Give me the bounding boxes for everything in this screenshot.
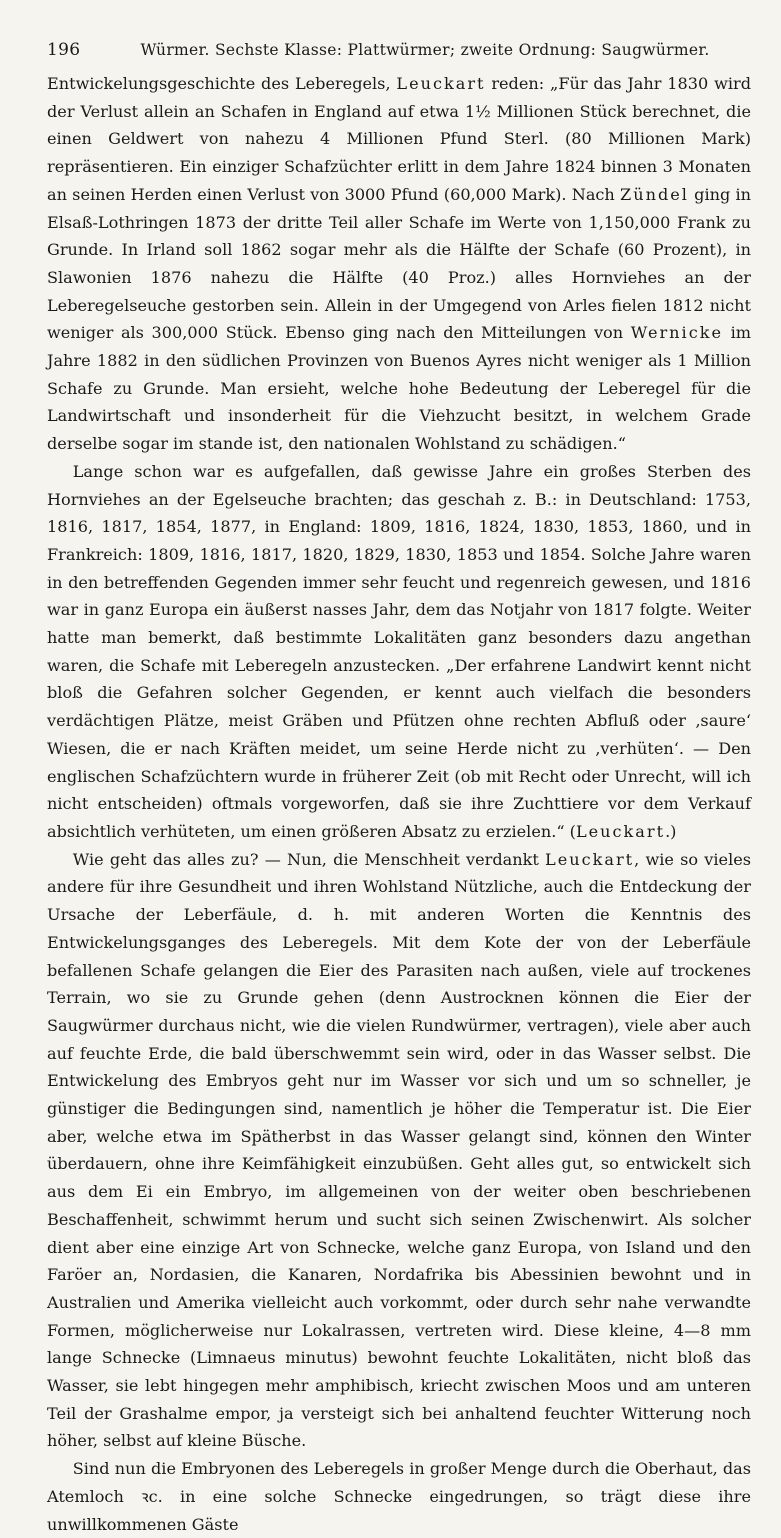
paragraph bbox=[47, 458, 751, 846]
paragraph bbox=[47, 1455, 751, 1538]
page-number: 196 bbox=[47, 40, 81, 60]
text-segment: Lange schon war es aufgefallen, daß gewisse Jahre ein großes Sterben des Hornviehes an der Egelseuche brachten; das geschah z. B.: in Deutschland: 1753, 1816, 1817, 1854, 1877, in England: 1809, 1816, 1824, 1830, 1853, 1860, und in Frankreich: 1809, 1816, 1817, 1820, 1829, 1830, 1853 und 1854. Solche Jahre waren in den betreffenden Gegenden immer sehr feucht und regenreich gewesen, und 1816 war in ganz Europa ein äußerst nasses Jahr, dem das Notjahr von 1817 folgte. Weiter hatte man bemerkt, daß bestimmte Lokalitäten ganz besonders dazu angethan waren, die Schafe mit Leberegeln anzustecken. „Der erfahrene Landwirt kennt nicht bloß die Gefahren solcher Gegenden, er kennt auch vielfach die besonders verdächtigen Plätze, meist Gräben und Pfützen ohne rechten Abfluß oder ‚saure‘ Wiesen, die er nach Kräften meidet, um seine Herde nicht zu ‚verhüten‘. — Den englischen Schafzüchtern wurde in früherer Zeit (ob mit Recht oder Unrecht, will ich nicht entscheiden) oftmals vorgeworfen, daß sie ihre Zuchttiere vor dem Verkauf absichtlich verhüteten, um einen größeren Absatz zu erzielen.“ ( bbox=[47, 461, 751, 841]
text-segment: .) bbox=[665, 821, 677, 841]
paragraph bbox=[47, 846, 751, 1455]
text-segment: im Jahre 1882 in den südlichen Provinzen von Buenos Ayres nicht weniger als 1 Million Schafe zu Grunde. Man ersieht, welche hohe Bedeutung der Leberegel für die Landwirtschaft und insonderheit für die Viehzucht besitzt, in welchem Grade derselbe sogar im stande ist, den nationalen Wohlstand zu schädigen.“ bbox=[47, 323, 752, 454]
spaced-name: Leuckart bbox=[545, 849, 635, 869]
spaced-name: Leuckart bbox=[396, 74, 486, 93]
text-segment: reden: „Für das Jahr 1830 wird der Verlust allein an Schafen in England auf etwa 1½ Millionen Stück berechnet, die einen Geldwert von nahezu 4 Millionen Pfund Sterl. (80 Millionen Mark) repräsentieren. Ein einziger Schafzüchter erlitt in dem Jahre 1824 binnen 3 Monaten an seinen Herden einen Verlust von 3000 Pfund (60,000 Mark). Nach bbox=[47, 74, 751, 204]
text-segment: Sind nun die Embryonen des Leberegels in großer Menge durch die Oberhaut, das Atemloch ꝛc. in eine solche Schnecke eingedrungen, so trägt diese ihre unwillkommenen Gäste bbox=[47, 1459, 751, 1534]
spaced-name: Wernicke bbox=[630, 323, 723, 343]
text-segment: , wie so vieles andere für ihre Gesundheit und ihren Wohlstand Nützliche, auch die Entdeckung der Ursache der Leberfäule, d. h. mit anderen Worten die Kenntnis des Entwickelungsganges des Leberegels. Mit dem Kote der von der Leberfäule befallenen Schafe gelangen die Eier des Parasiten nach außen, viele auf trockenes Terrain, wo sie zu Grunde gehen (denn Austrocknen können die Eier der Saugwürmer durchaus nicht, wie die vielen Rundwürmer, vertragen), viele aber auch auf feuchte Erde, die bald überschwemmt sein wird, oder in das Wasser selbst. Die Entwickelung des Embryos geht nur im Wasser vor sich und um so schneller, je günstiger die Bedingungen sind, namentlich je höher die Temperatur ist. Die Eier aber, welche etwa im Spätherbst in das Wasser gelangt sind, können den Winter überdauern, ohne ihre Keimfähigkeit einzubüßen. Geht alles gut, so entwickelt sich aus dem Ei ein Embryo, im allgemeinen von der weiter oben beschriebenen Beschaffenheit, schwimmt herum und sucht sich seinen Zwischenwirt. Als solcher dient aber eine einzige Art von Schnecke, welche ganz Europa, von Island und den Faröer an, Nordasien, die Kanaren, Nordafrika bis Abessinien bewohnt und in Australien und Amerika vielleicht auch vorkommt, oder durch sehr nahe verwandte Formen, möglicherweise nur Lokalrassen, vertreten wird. Diese kleine, 4—8 mm lange Schnecke (Limnaeus minutus) bewohnt feuchte Lokalitäten, nicht bloß das Wasser, sie lebt hingegen mehr amphibisch, kriecht zwischen Moos und am unteren Teil der Grashalme empor, ja versteigt sich bei anhaltend feuchter Witterung noch höher, selbst auf kleine Büsche. bbox=[47, 849, 751, 1451]
text-segment: ging in Elsaß-Lothringen 1873 der dritte Teil aller Schafe im Werte von 1,150,000 Frank zu Grunde. In Irland soll 1862 sogar mehr als die Hälfte der Schafe (60 Prozent), in Slawonien 1876 nahezu die Hälfte (40 Proz.) alles Hornviehes an der Leberegelseuche gestorben sein. Allein in der Umgegend von Arles fielen 1812 nicht weniger als 300,000 Stück. Ebenso ging nach den Mitteilungen von bbox=[47, 184, 751, 343]
page-header bbox=[47, 40, 751, 66]
text-segment: Entwickelungsgeschichte des Leberegels, bbox=[47, 74, 397, 93]
paragraph bbox=[47, 70, 751, 458]
running-title: Würmer. Sechste Klasse: Plattwürmer; zweite Ordnung: Saugwürmer. bbox=[140, 41, 710, 59]
spaced-name: Leuckart bbox=[575, 821, 666, 841]
spaced-name: Zündel bbox=[620, 184, 689, 204]
text-segment: Wie geht das alles zu? — Nun, die Menschheit verdankt bbox=[72, 849, 546, 869]
body-text bbox=[47, 70, 751, 1538]
